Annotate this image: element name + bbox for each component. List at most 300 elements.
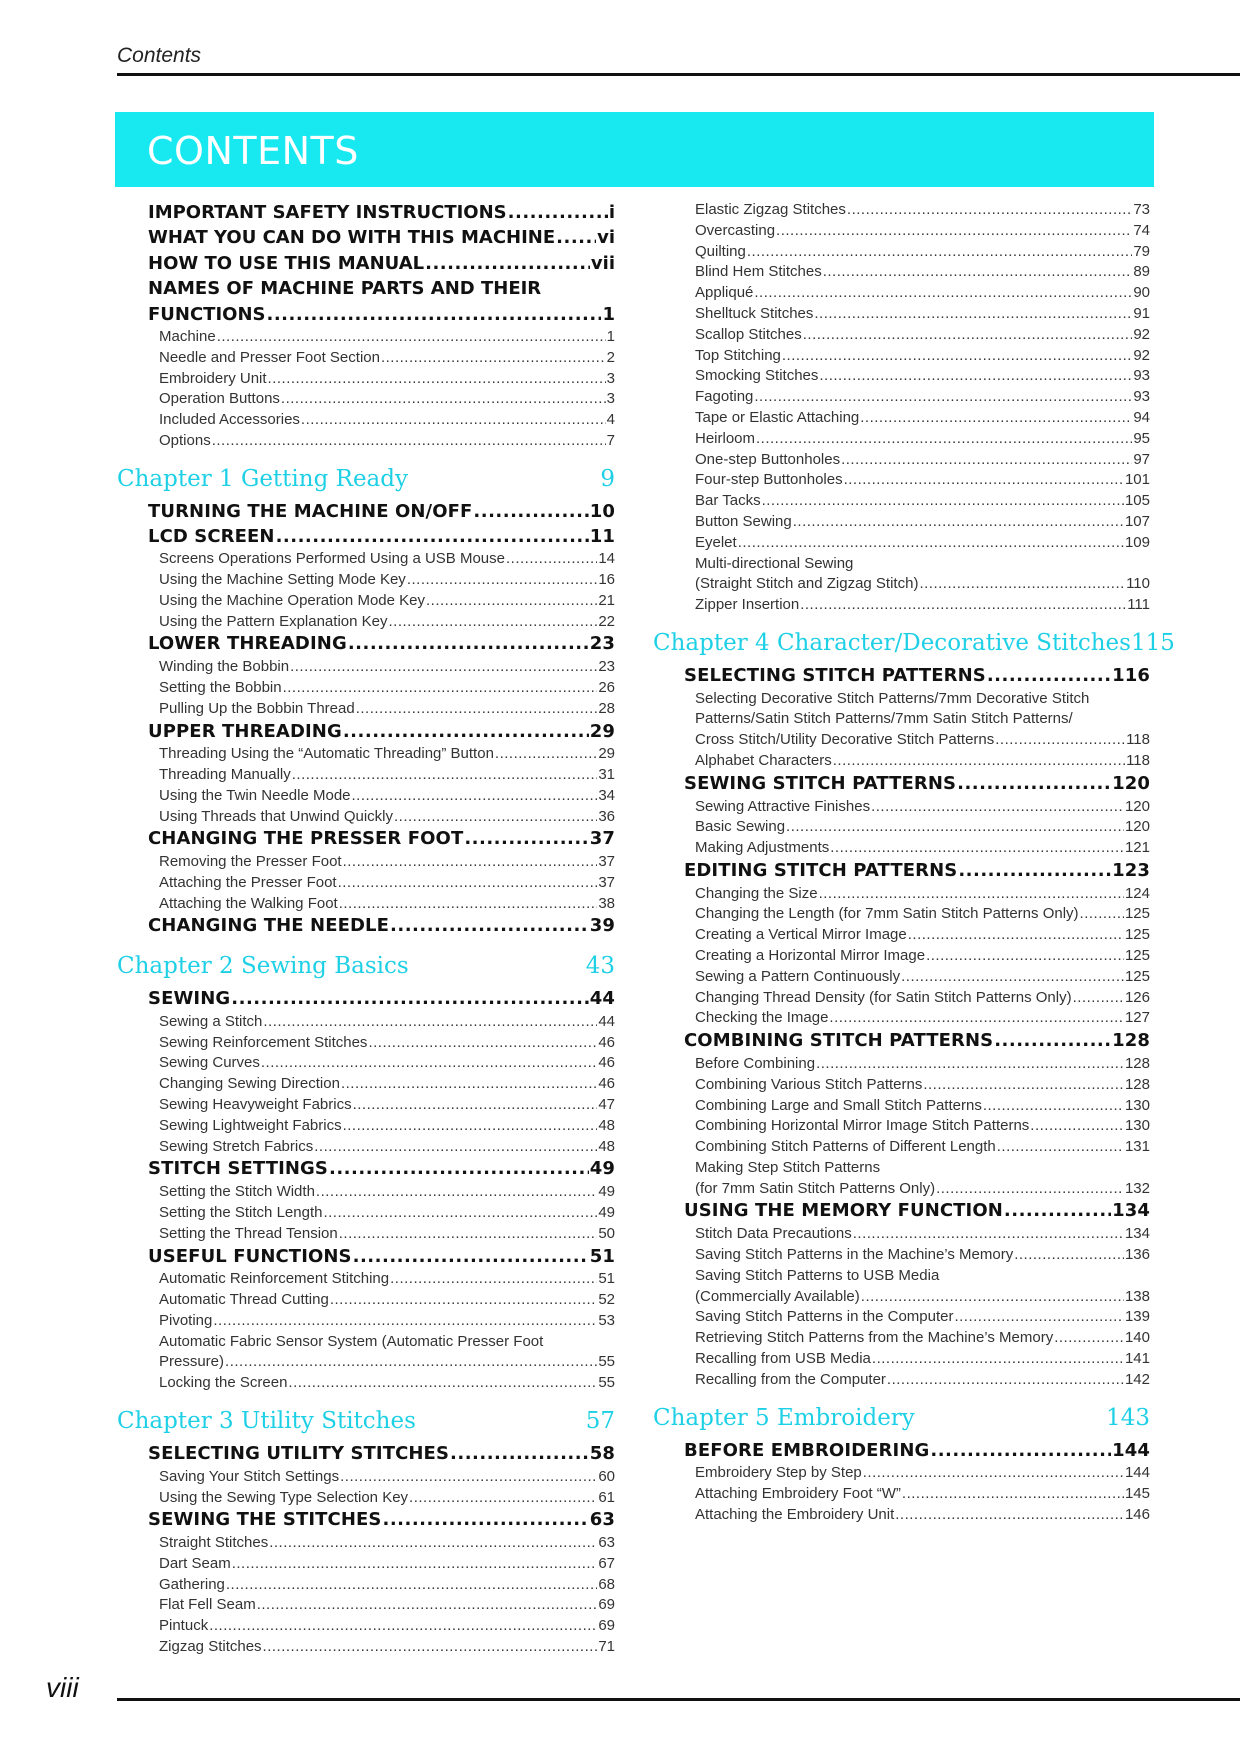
entry-page: 73 — [1133, 201, 1150, 218]
entry-title-line1: NAMES OF MACHINE PARTS AND THEIR — [148, 278, 542, 300]
toc-subentry[interactable] — [117, 786, 615, 807]
toc-section[interactable] — [117, 720, 615, 745]
toc-subentry[interactable] — [117, 807, 615, 828]
entry-title: Straight Stitches — [159, 1534, 269, 1552]
toc-subentry[interactable] — [117, 1290, 615, 1311]
entry-page: 28 — [598, 699, 615, 717]
entry-title: Sewing a Stitch — [159, 1012, 263, 1030]
entry-page: 67 — [598, 1554, 615, 1572]
entry-title: Combining Large and Small Stitch Patterns — [695, 1096, 982, 1114]
entry-page: 144 — [1112, 1439, 1150, 1461]
entry-page: 142 — [1124, 1370, 1150, 1388]
running-header: Contents — [117, 44, 202, 67]
entry-page: 46 — [598, 1033, 615, 1051]
entry-title: Pintuck — [159, 1617, 209, 1635]
toc-section[interactable] — [117, 1157, 615, 1182]
toc-section[interactable] — [653, 1199, 1150, 1224]
entry-title: SELECTING UTILITY STITCHES — [148, 1443, 450, 1465]
entry-title: Combining Stitch Patterns of Different Length — [695, 1138, 996, 1156]
toc-subentry[interactable] — [117, 369, 615, 390]
entry-title: Sewing Stretch Fabrics — [159, 1137, 314, 1155]
entry-page: 111 — [1127, 596, 1150, 614]
entry-title: Embroidery Unit — [159, 369, 267, 387]
chapter-page: 115 — [1130, 629, 1175, 656]
entry-page: 79 — [1133, 242, 1150, 260]
entry-page: 47 — [598, 1096, 615, 1114]
entry-title: Eyelet — [695, 533, 737, 551]
toc-subentry[interactable] — [653, 242, 1150, 263]
entry-page: 36 — [598, 807, 615, 825]
entry-title: Scallop Stitches — [695, 325, 802, 343]
entry-page: 49 — [598, 1203, 615, 1221]
toc-subentry[interactable] — [117, 1116, 615, 1137]
toc-subentry[interactable] — [653, 387, 1150, 408]
entry-page: 134 — [1124, 1225, 1150, 1243]
entry-title: CHANGING THE PRESSER FOOT — [148, 828, 464, 850]
entry-page: 127 — [1124, 1009, 1150, 1027]
toc-subentry[interactable] — [117, 1095, 615, 1116]
entry-title: LOWER THREADING — [148, 633, 347, 655]
toc-subentry[interactable] — [653, 283, 1150, 304]
toc-subentry[interactable] — [117, 431, 615, 452]
toc-subentry[interactable] — [653, 346, 1150, 367]
toc-subentry[interactable] — [117, 327, 615, 348]
toc-subentry[interactable] — [653, 491, 1150, 512]
entry-page: 107 — [1124, 512, 1150, 530]
toc-subentry[interactable] — [653, 1266, 1150, 1308]
entry-page: 29 — [598, 745, 615, 763]
entry-page: 3 — [606, 390, 615, 408]
entry-page: 109 — [1124, 533, 1150, 551]
entry-title: Stitch Data Precautions — [695, 1225, 852, 1243]
entry-title: HOW TO USE THIS MANUAL — [148, 252, 425, 274]
toc-right-column — [653, 200, 1175, 1526]
entry-page: 4 — [606, 411, 615, 429]
entry-title-line2: Patterns/Satin Stitch Patterns/7mm Satin Stitch Patterns/ — [695, 710, 1073, 728]
entry-title: Heirloom — [695, 429, 756, 447]
entry-page: 125 — [1124, 926, 1150, 944]
entry-page: 116 — [1112, 664, 1150, 686]
page-number: viii — [46, 1672, 79, 1703]
toc-subentry[interactable] — [117, 1554, 615, 1575]
toc-section[interactable] — [117, 1508, 615, 1533]
toc-subentry[interactable] — [653, 1054, 1150, 1075]
entry-title: Overcasting — [695, 221, 776, 239]
entry-title: Zipper Insertion — [695, 596, 800, 614]
toc-subentry[interactable] — [117, 1074, 615, 1095]
toc-subentry[interactable] — [653, 1328, 1150, 1349]
toc-entry[interactable] — [117, 276, 615, 327]
toc-subentry[interactable] — [117, 549, 615, 570]
toc-subentry[interactable] — [117, 678, 615, 699]
entry-title: Combining Horizontal Mirror Image Stitch Patterns — [695, 1117, 1030, 1135]
entry-title: SEWING — [148, 988, 231, 1010]
entry-page: 16 — [598, 571, 615, 589]
entry-page: 1 — [602, 303, 615, 325]
toc-subentry[interactable] — [653, 325, 1150, 346]
chapter-heading[interactable] — [117, 466, 615, 492]
entry-title: Sewing Attractive Finishes — [695, 797, 871, 815]
entry-page: 120 — [1112, 772, 1150, 794]
entry-title: Saving Stitch Patterns in the Machine’s Memory — [695, 1245, 1014, 1263]
entry-page: 63 — [598, 1534, 615, 1552]
toc-subentry[interactable] — [653, 1008, 1150, 1029]
entry-page: 3 — [606, 369, 615, 387]
toc-subentry[interactable] — [117, 657, 615, 678]
toc-subentry[interactable] — [653, 1349, 1150, 1370]
entry-title: Setting the Stitch Width — [159, 1183, 315, 1201]
entry-page: 120 — [1124, 818, 1150, 836]
entry-title: Basic Sewing — [695, 818, 786, 836]
entry-title: Alphabet Characters — [695, 752, 832, 770]
chapter-page: 43 — [585, 953, 615, 980]
toc-subentry[interactable] — [653, 1307, 1150, 1328]
toc-subentry[interactable] — [653, 1116, 1150, 1137]
entry-page: 68 — [598, 1575, 615, 1593]
entry-page: 136 — [1124, 1245, 1150, 1263]
toc-entry[interactable] — [117, 200, 615, 225]
toc-section[interactable] — [117, 987, 615, 1012]
toc-subentry[interactable] — [117, 1311, 615, 1332]
entry-page: 52 — [598, 1291, 615, 1309]
entry-page: 74 — [1133, 221, 1150, 239]
entry-page: vii — [590, 252, 615, 274]
entry-page: 130 — [1124, 1096, 1150, 1114]
toc-subentry[interactable] — [653, 533, 1150, 554]
entry-title: Shelltuck Stitches — [695, 304, 814, 322]
entry-title: Creating a Horizontal Mirror Image — [695, 947, 926, 965]
toc-subentry[interactable] — [117, 852, 615, 873]
entry-title: Top Stitching — [695, 346, 781, 364]
toc-subentry[interactable] — [117, 410, 615, 431]
entry-page: 93 — [1133, 367, 1150, 385]
entry-page: 131 — [1124, 1138, 1150, 1156]
toc-subentry[interactable] — [653, 470, 1150, 491]
entry-title: Quilting — [695, 242, 746, 260]
entry-title-line1: Saving Stitch Patterns to USB Media — [695, 1266, 940, 1284]
toc-subentry[interactable] — [653, 817, 1150, 838]
toc-subentry[interactable] — [653, 1096, 1150, 1117]
toc-subentry[interactable] — [653, 262, 1150, 283]
toc-section[interactable] — [117, 500, 615, 525]
toc-section[interactable] — [117, 827, 615, 852]
toc-subentry[interactable] — [117, 765, 615, 786]
toc-subentry[interactable] — [117, 1373, 615, 1394]
toc-subentry[interactable] — [653, 1245, 1150, 1266]
toc-entry[interactable] — [117, 251, 615, 276]
entry-page: 60 — [598, 1467, 615, 1485]
entry-title: Sewing a Pattern Continuously — [695, 967, 901, 985]
toc-section[interactable] — [653, 772, 1150, 797]
entry-page: 10 — [589, 500, 615, 522]
toc-subentry[interactable] — [117, 1012, 615, 1033]
toc-subentry[interactable] — [653, 1505, 1150, 1526]
entry-title: Using the Pattern Explanation Key — [159, 612, 388, 630]
entry-page: 46 — [598, 1054, 615, 1072]
entry-page: 21 — [598, 591, 615, 609]
entry-title: Changing Sewing Direction — [159, 1075, 340, 1093]
toc-subentry[interactable] — [653, 1463, 1150, 1484]
entry-page: 37 — [589, 828, 615, 850]
entry-title: Before Combining — [695, 1054, 816, 1072]
entry-page: 92 — [1133, 325, 1150, 343]
entry-title: Button Sewing — [695, 512, 792, 530]
entry-page: 128 — [1112, 1030, 1150, 1052]
toc-subentry[interactable] — [117, 1488, 615, 1509]
entry-page: 92 — [1133, 346, 1150, 364]
entry-title: Attaching the Embroidery Unit — [695, 1505, 895, 1523]
toc-subentry[interactable] — [117, 570, 615, 591]
entry-title: Sewing Reinforcement Stitches — [159, 1033, 368, 1051]
entry-page: 144 — [1124, 1464, 1150, 1482]
chapter-page: 143 — [1106, 1404, 1150, 1431]
entry-title: (Straight Stitch and Zigzag Stitch) — [695, 575, 919, 593]
entry-page: 26 — [598, 678, 615, 696]
entry-page: 48 — [598, 1137, 615, 1155]
toc-subentry[interactable] — [117, 1224, 615, 1245]
entry-title: Making Adjustments — [695, 839, 830, 857]
entry-page: 141 — [1124, 1349, 1150, 1367]
toc-subentry[interactable] — [117, 1332, 615, 1374]
entry-title: Setting the Stitch Length — [159, 1203, 323, 1221]
entry-title: UPPER THREADING — [148, 720, 342, 742]
entry-page: 90 — [1133, 284, 1150, 302]
entry-title: Automatic Reinforcement Stitching — [159, 1270, 390, 1288]
toc-section[interactable] — [653, 1439, 1150, 1464]
entry-title: Winding the Bobbin — [159, 658, 290, 676]
entry-page: 89 — [1133, 263, 1150, 281]
entry-title: LCD SCREEN — [148, 525, 275, 547]
entry-page: 69 — [598, 1617, 615, 1635]
entry-page: 50 — [598, 1224, 615, 1242]
entry-page: 22 — [598, 612, 615, 630]
entry-title-line1: Multi-directional Sewing — [695, 554, 854, 572]
entry-title: Cross Stitch/Utility Decorative Stitch Patterns — [695, 731, 995, 749]
toc-subentry[interactable] — [653, 1484, 1150, 1505]
toc-subentry[interactable] — [117, 1575, 615, 1596]
toc-subentry[interactable] — [653, 595, 1150, 616]
entry-title: USING THE MEMORY FUNCTION — [684, 1200, 1003, 1222]
entry-title: Using the Machine Setting Mode Key — [159, 571, 406, 589]
toc-subentry[interactable] — [117, 894, 615, 915]
toc-subentry[interactable] — [117, 699, 615, 720]
entry-title: Retrieving Stitch Patterns from the Machine’s Memory — [695, 1329, 1054, 1347]
toc-subentry[interactable] — [653, 1224, 1150, 1245]
entry-page: 145 — [1124, 1485, 1150, 1503]
chapter-heading[interactable] — [117, 1408, 615, 1434]
entry-page: 126 — [1124, 988, 1150, 1006]
entry-page: 23 — [598, 658, 615, 676]
entry-page: 55 — [598, 1353, 615, 1371]
entry-page: 11 — [589, 525, 615, 547]
toc-subentry[interactable] — [653, 967, 1150, 988]
page-title: CONTENTS — [147, 129, 359, 173]
entry-page: 29 — [589, 720, 615, 742]
entry-title: Attaching the Presser Foot — [159, 873, 337, 891]
entry-page: 146 — [1124, 1505, 1150, 1523]
entry-page: 125 — [1124, 905, 1150, 923]
entry-page: 140 — [1124, 1329, 1150, 1347]
entry-page: 94 — [1133, 408, 1150, 426]
entry-title-line1: Making Step Stitch Patterns — [695, 1158, 881, 1176]
toc-subentry[interactable] — [653, 512, 1150, 533]
toc-subentry[interactable] — [653, 221, 1150, 242]
entry-title: Pulling Up the Bobbin Thread — [159, 699, 355, 717]
entry-title: Removing the Presser Foot — [159, 853, 342, 871]
entry-page: 110 — [1126, 575, 1150, 593]
entry-title: Bar Tacks — [695, 492, 761, 510]
entry-page: 46 — [598, 1075, 615, 1093]
entry-page: 118 — [1126, 752, 1150, 770]
toc-subentry[interactable] — [117, 873, 615, 894]
chapter-heading[interactable] — [653, 629, 1175, 656]
toc-subentry[interactable] — [653, 904, 1150, 925]
toc-subentry[interactable] — [653, 200, 1150, 221]
toc-subentry[interactable] — [117, 1533, 615, 1554]
toc-subentry[interactable] — [117, 1595, 615, 1616]
toc-subentry[interactable] — [653, 988, 1150, 1009]
entry-title: Zigzag Stitches — [159, 1638, 262, 1656]
entry-title: (for 7mm Satin Stitch Patterns Only) — [695, 1179, 936, 1197]
entry-page: 49 — [589, 1158, 615, 1180]
toc-subentry[interactable] — [653, 408, 1150, 429]
toc-subentry[interactable] — [653, 429, 1150, 450]
entry-page: 105 — [1124, 492, 1150, 510]
toc-subentry[interactable] — [117, 1616, 615, 1637]
toc-subentry[interactable] — [653, 554, 1150, 596]
toc-subentry[interactable] — [117, 389, 615, 410]
entry-page: 125 — [1124, 947, 1150, 965]
entry-page: 120 — [1124, 797, 1150, 815]
toc-subentry[interactable] — [653, 450, 1150, 471]
toc-subentry[interactable] — [117, 1033, 615, 1054]
chapter-heading[interactable] — [653, 1405, 1150, 1431]
toc-subentry[interactable] — [653, 366, 1150, 387]
entry-title: Attaching Embroidery Foot “W” — [695, 1485, 901, 1503]
toc-subentry[interactable] — [117, 1269, 615, 1290]
entry-page: 55 — [598, 1374, 615, 1392]
entry-page: 95 — [1133, 429, 1150, 447]
toc-subentry[interactable] — [653, 797, 1150, 818]
toc-section[interactable] — [117, 525, 615, 550]
chapter-title: Chapter 5 Embroidery — [653, 1404, 915, 1431]
toc-subentry[interactable] — [117, 1637, 615, 1658]
entry-page: 48 — [598, 1116, 615, 1134]
toc-subentry[interactable] — [117, 348, 615, 369]
top-rule — [117, 73, 1240, 76]
entry-page: 121 — [1124, 839, 1150, 857]
entry-page: 138 — [1124, 1287, 1150, 1305]
toc-section[interactable] — [653, 859, 1150, 884]
toc-subentry[interactable] — [117, 1467, 615, 1488]
chapter-title: Chapter 2 Sewing Basics — [117, 953, 409, 980]
entry-page: 63 — [589, 1509, 615, 1531]
toc-subentry[interactable] — [653, 946, 1150, 967]
entry-title: SEWING THE STITCHES — [148, 1509, 382, 1531]
entry-title: Creating a Vertical Mirror Image — [695, 926, 907, 944]
toc-subentry[interactable] — [117, 1137, 615, 1158]
toc-subentry[interactable] — [117, 612, 615, 633]
toc-subentry[interactable] — [117, 1182, 615, 1203]
toc-subentry[interactable] — [117, 1053, 615, 1074]
entry-title: Changing Thread Density (for Satin Stitch Patterns Only) — [695, 988, 1072, 1006]
toc-subentry[interactable] — [653, 1075, 1150, 1096]
entry-page: 39 — [589, 915, 615, 937]
entry-title: Checking the Image — [695, 1009, 829, 1027]
entry-page: 49 — [598, 1183, 615, 1201]
entry-title: Tape or Elastic Attaching — [695, 408, 860, 426]
entry-page: 123 — [1112, 859, 1150, 881]
entry-title: Using the Machine Operation Mode Key — [159, 591, 425, 609]
entry-page: 134 — [1112, 1200, 1150, 1222]
entry-title: Combining Various Stitch Patterns — [695, 1075, 923, 1093]
entry-page: 38 — [598, 894, 615, 912]
toc-section[interactable] — [653, 664, 1150, 689]
toc-section[interactable] — [117, 914, 615, 939]
entry-page: 7 — [606, 432, 615, 450]
toc-section[interactable] — [117, 1442, 615, 1467]
entry-page: 124 — [1124, 884, 1150, 902]
entry-title: BEFORE EMBROIDERING — [684, 1439, 930, 1461]
entry-title: SELECTING STITCH PATTERNS — [684, 664, 986, 686]
toc-subentry[interactable] — [117, 591, 615, 612]
toc-subentry[interactable] — [117, 1203, 615, 1224]
entry-title: Sewing Lightweight Fabrics — [159, 1116, 342, 1134]
entry-title: Embroidery Step by Step — [695, 1464, 862, 1482]
entry-page: 139 — [1124, 1308, 1150, 1326]
toc-subentry[interactable] — [653, 1137, 1150, 1158]
entry-title: Flat Fell Seam — [159, 1596, 256, 1614]
entry-title: IMPORTANT SAFETY INSTRUCTIONS — [148, 202, 507, 223]
entry-page: 61 — [598, 1488, 615, 1506]
entry-title: Four-step Buttonholes — [695, 471, 843, 489]
toc-subentry[interactable] — [653, 1370, 1150, 1391]
toc-subentry[interactable] — [653, 689, 1150, 751]
entry-title: Locking the Screen — [159, 1374, 288, 1392]
toc-subentry[interactable] — [653, 884, 1150, 905]
toc-entry[interactable] — [117, 225, 615, 250]
chapter-heading[interactable] — [117, 953, 615, 979]
toc-left-column — [117, 200, 615, 1658]
entry-page: 101 — [1124, 471, 1150, 489]
toc-section[interactable] — [117, 1245, 615, 1270]
toc-section[interactable] — [117, 632, 615, 657]
toc-subentry[interactable] — [653, 751, 1150, 772]
toc-subentry[interactable] — [653, 838, 1150, 859]
entry-page: 125 — [1124, 967, 1150, 985]
entry-title: Blind Hem Stitches — [695, 263, 822, 281]
toc-subentry[interactable] — [653, 1158, 1150, 1200]
entry-page: 69 — [598, 1596, 615, 1614]
toc-subentry[interactable] — [117, 744, 615, 765]
entry-title: STITCH SETTINGS — [148, 1158, 328, 1180]
entry-title: Recalling from the Computer — [695, 1370, 886, 1388]
entry-title: Threading Using the “Automatic Threading” Button — [159, 745, 494, 763]
toc-subentry[interactable] — [653, 925, 1150, 946]
entry-title: Options — [159, 432, 211, 450]
bottom-rule — [117, 1698, 1240, 1701]
toc-subentry[interactable] — [653, 304, 1150, 325]
entry-title: Changing the Length (for 7mm Satin Stitch Patterns Only) — [695, 905, 1079, 923]
entry-page: 97 — [1133, 450, 1150, 468]
entry-title: Smocking Stitches — [695, 367, 819, 385]
entry-title-line1: Automatic Fabric Sensor System (Automatic Presser Foot — [159, 1332, 544, 1350]
entry-title: Screens Operations Performed Using a USB Mouse — [159, 550, 505, 568]
entry-page: 34 — [598, 786, 615, 804]
toc-section[interactable] — [653, 1029, 1150, 1054]
entry-title: Gathering — [159, 1575, 225, 1593]
entry-title: Pressure) — [159, 1353, 225, 1371]
